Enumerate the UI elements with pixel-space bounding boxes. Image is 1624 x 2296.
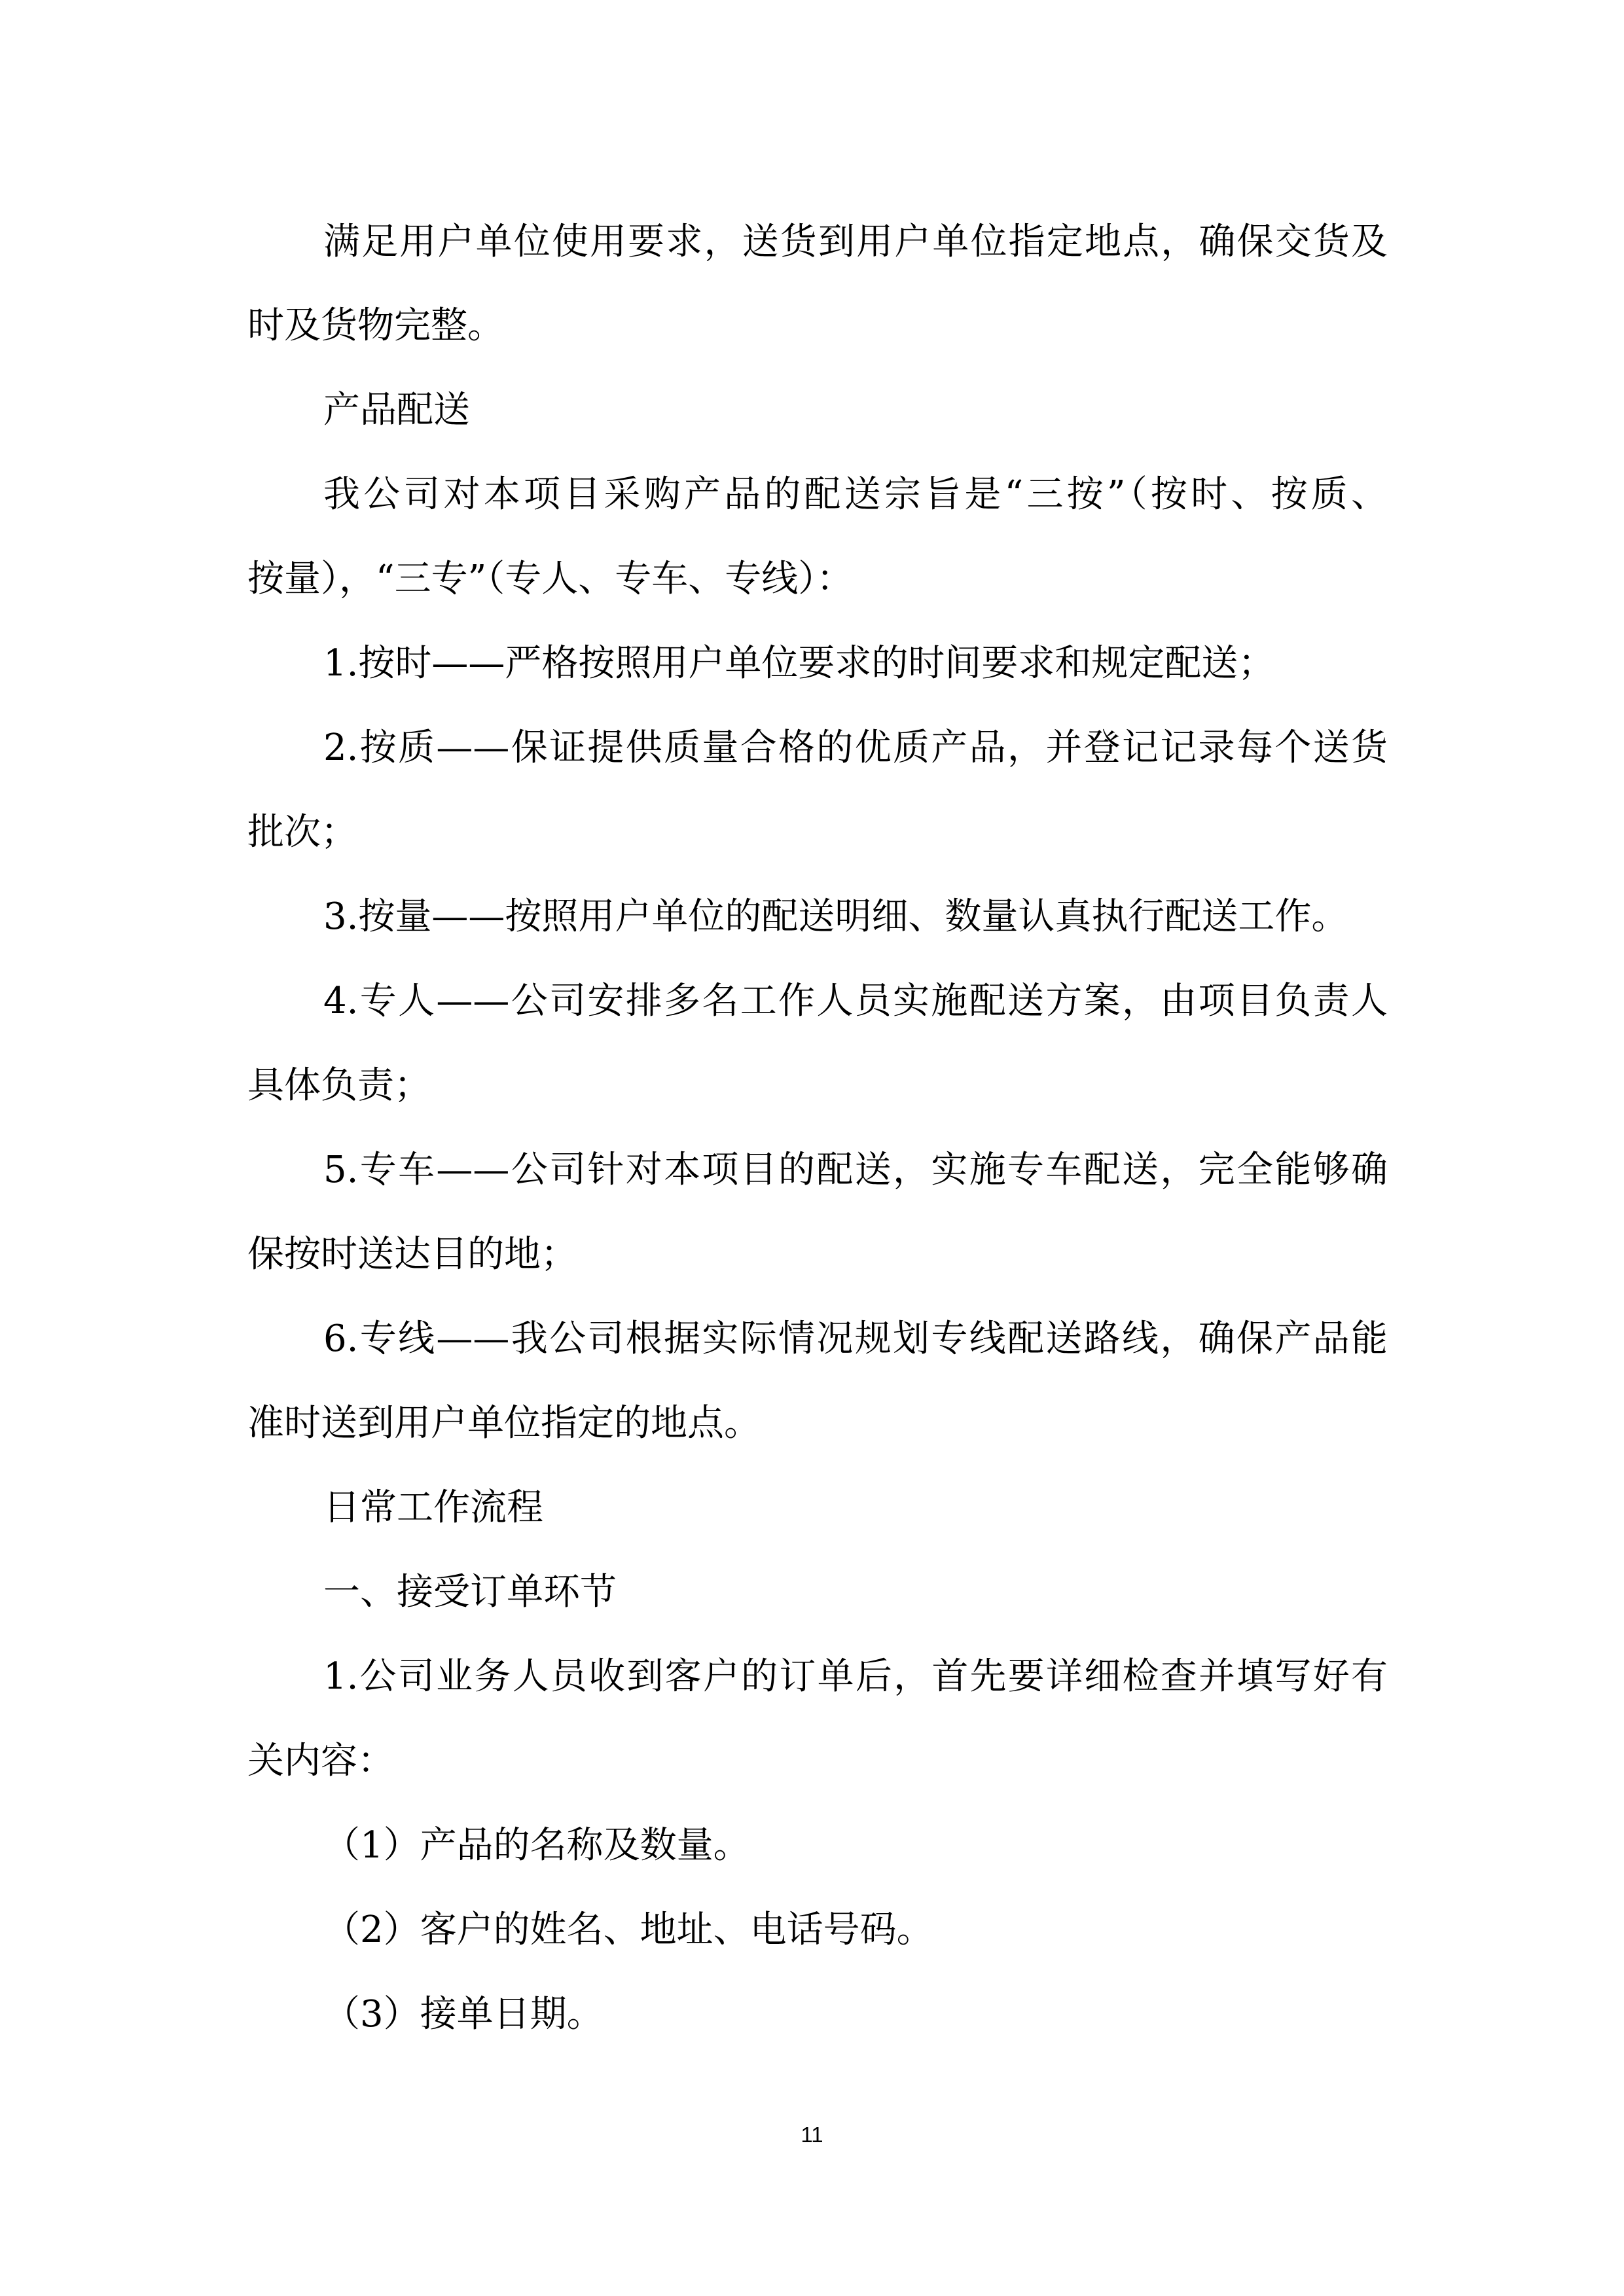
list-item: 1.公司业务人员收到客户的订单后，首先要详细检查并填写好有 — [323, 1655, 1388, 1698]
list-item-continuation: 保按时送达目的地； — [247, 1233, 577, 1276]
list-item: 1.按时——严格按照用户单位要求的时间要求和规定配送； — [323, 642, 1275, 685]
sub-list-item: （2）客户的姓名、地址、电话号码。 — [323, 1909, 933, 1951]
list-item-continuation: 具体负责； — [247, 1064, 431, 1107]
list-item: 4.专人——公司安排多名工作人员实施配送方案，由项目负责人 — [323, 980, 1388, 1022]
list-item: 2.按质——保证提供质量合格的优质产品，并登记记录每个送货 — [323, 726, 1388, 769]
list-item: 6.专线——我公司根据实际情况规划专线配送路线，确保产品能 — [323, 1318, 1388, 1360]
paragraph-line: 我公司对本项目采购产品的配送宗旨是“三按”（按时、按质、 — [323, 473, 1388, 516]
subsection-heading: 一、接受订单环节 — [323, 1571, 617, 1613]
sub-list-item: （1）产品的名称及数量。 — [323, 1824, 750, 1867]
list-item-continuation: 准时送到用户单位指定的地点。 — [247, 1402, 761, 1444]
section-heading: 日常工作流程 — [323, 1486, 543, 1529]
section-heading: 产品配送 — [323, 389, 470, 431]
paragraph-line: 按量），“三专”（专人、专车、专线）： — [247, 558, 854, 600]
paragraph-line: 满足用户单位使用要求，送货到用户单位指定地点，确保交货及 — [323, 221, 1388, 263]
sub-list-item: （3）接单日期。 — [323, 1993, 604, 2036]
paragraph-line: 时及货物完整。 — [247, 304, 504, 347]
list-item: 3.按量——按照用户单位的配送明细、数量认真执行配送工作。 — [323, 895, 1348, 938]
page-number: 11 — [801, 2123, 823, 2147]
list-item: 5.专车——公司针对本项目的配送，实施专车配送，完全能够确 — [323, 1149, 1388, 1191]
list-item-continuation: 关内容： — [247, 1740, 394, 1782]
list-item-continuation: 批次； — [247, 811, 357, 853]
